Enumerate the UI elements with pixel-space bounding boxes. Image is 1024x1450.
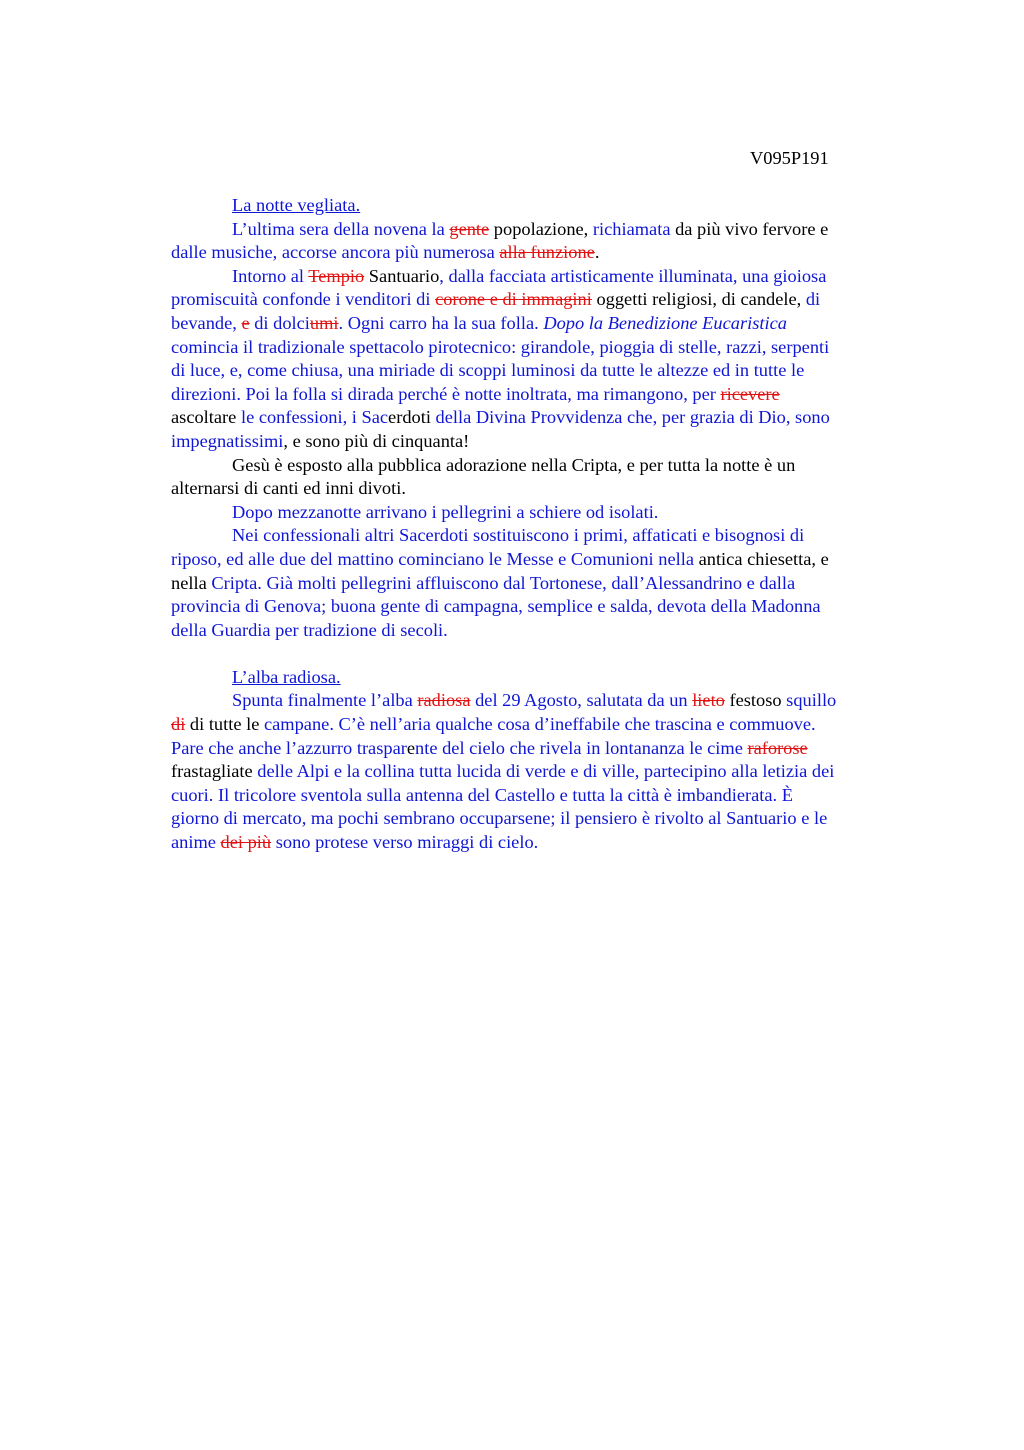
text-run: della Divina Provvidenza che, per grazia di Dio, sono xyxy=(435,407,830,428)
text-run: riposo, ed alle due del mattino cominciano le Messe e Comunioni nella xyxy=(171,548,694,569)
text-run: del 29 Agosto xyxy=(470,690,578,711)
section-gap xyxy=(171,642,926,666)
text-run: di dolci xyxy=(249,312,310,333)
text-run: campane. C’è nell’aria qualche cosa d’ineffabile che trascina e commuove. xyxy=(263,714,816,735)
text-run: impegnatissimi xyxy=(171,430,284,451)
text-run: Dopo la Benedizione Eucaristica xyxy=(543,312,787,333)
text-run: Nei confessionali altri Sacerdoti sostituiscono i primi, affaticati e bisognosi di xyxy=(232,525,805,546)
deleted-text: umi xyxy=(309,312,339,333)
text-run: le confessioni, i Sac xyxy=(240,407,389,428)
text-run: di tutte le xyxy=(185,714,264,735)
text-run: antica chiesetta, e xyxy=(693,548,829,569)
text-run: oggetti religiosi, di candele, xyxy=(591,289,806,310)
deleted-text: gente xyxy=(449,218,490,239)
text-run: da più vivo fervore e xyxy=(670,218,829,239)
text-run: . xyxy=(594,242,600,263)
text-run: squillo xyxy=(786,690,837,711)
text-run: direzioni. Poi la folla si dirada perché è notte inoltrata, ma rimangono, per xyxy=(171,383,721,404)
deleted-text: ricevere xyxy=(720,383,780,404)
deleted-text: di xyxy=(171,714,186,735)
paragraph xyxy=(171,454,926,501)
text-run: provincia di Genova; buona gente di campagna, semplice e salda, devota della Madonna xyxy=(171,596,821,617)
text-run: , salutata da un xyxy=(577,690,693,711)
text-run: ascoltare xyxy=(171,407,241,428)
text-run: cuori. Il tricolore sventola sulla antenna del Castello e tutta la città è imbandierata. È xyxy=(171,784,793,805)
text-run: popolazione, xyxy=(489,218,593,239)
text-run: bevande, xyxy=(171,312,242,333)
text-run: sono protese verso miraggi di cielo. xyxy=(271,832,539,853)
deleted-text: lieto xyxy=(692,690,725,711)
text-run: , dalla facciata artisticamente illuminata, una gioiosa xyxy=(439,265,827,286)
text-run: nte del cielo che rivela in lontananza le cime xyxy=(415,737,748,758)
text-run: Spunta finalmente l’alba xyxy=(232,690,418,711)
section-title: L’alba radiosa. xyxy=(232,666,341,687)
text-run: L’ultima sera della novena la xyxy=(232,218,450,239)
paragraph xyxy=(171,524,926,642)
text-run: festoso xyxy=(724,690,787,711)
text-run: delle Alpi e la collina tutta lucida di verde e di ville, partecipino alla letizia dei xyxy=(257,761,835,782)
deleted-text: radiosa xyxy=(417,690,471,711)
text-run: Dopo mezzanotte arrivano i pellegrini a schiere od isolati. xyxy=(232,501,659,522)
paragraph xyxy=(171,265,926,454)
text-run: della Guardia per tradizione di secoli. xyxy=(171,619,448,640)
paragraph xyxy=(171,689,926,854)
text-run: giorno di mercato, ma pochi sembrano occuparsene; il pensiero è rivolto al Santuario e le xyxy=(171,808,828,829)
text-run: dalle musiche, accorse ancora più numerosa xyxy=(171,242,500,263)
text-run: , e sono più di cinquanta! xyxy=(283,430,470,451)
text-run: promiscuità confonde i venditori di xyxy=(171,289,436,310)
text-run: alternarsi di canti ed inni divoti. xyxy=(171,478,406,499)
document-body xyxy=(171,194,926,855)
text-run: comincia il tradizionale spettacolo pirotecnico: girandole, pioggia di stelle, razzi, serpenti xyxy=(171,336,830,357)
deleted-text: e xyxy=(241,312,250,333)
text-run: erdoti xyxy=(388,407,436,428)
section-title: La notte vegliata. xyxy=(232,195,361,215)
deleted-text: dei più xyxy=(220,832,272,853)
text-run: frastagliate xyxy=(171,761,258,782)
text-run: richiamata xyxy=(592,218,671,239)
text-run: Intorno al xyxy=(232,265,309,286)
deleted-text: raforose xyxy=(747,737,808,758)
deleted-text: alla funzione xyxy=(499,242,595,263)
page-code: V095P191 xyxy=(750,148,829,168)
paragraph xyxy=(171,501,926,525)
paragraph xyxy=(171,218,926,265)
text-run: e xyxy=(406,737,416,758)
text-run: di xyxy=(805,289,821,310)
text-run: nella xyxy=(171,572,212,593)
text-run: Pare che anche l’azzurro traspar xyxy=(171,737,407,758)
text-run: Gesù è esposto alla pubblica adorazione nella Cripta, e per tutta la notte è un xyxy=(232,454,796,475)
text-run: Cripta. Già molti pellegrini affluiscono dal Tortonese, dall’Alessandrino e dalla xyxy=(211,572,796,593)
deleted-text: corone e di immagini xyxy=(435,289,592,310)
text-run: anime xyxy=(171,832,221,853)
text-run: Santuario xyxy=(364,265,440,286)
text-run: . Ogni carro ha la sua folla. xyxy=(338,312,544,333)
text-run: di luce, e, come chiusa, una miriade di scoppi luminosi da tutte le altezze ed in tutte le xyxy=(171,360,805,381)
deleted-text: Tempio xyxy=(308,265,365,286)
